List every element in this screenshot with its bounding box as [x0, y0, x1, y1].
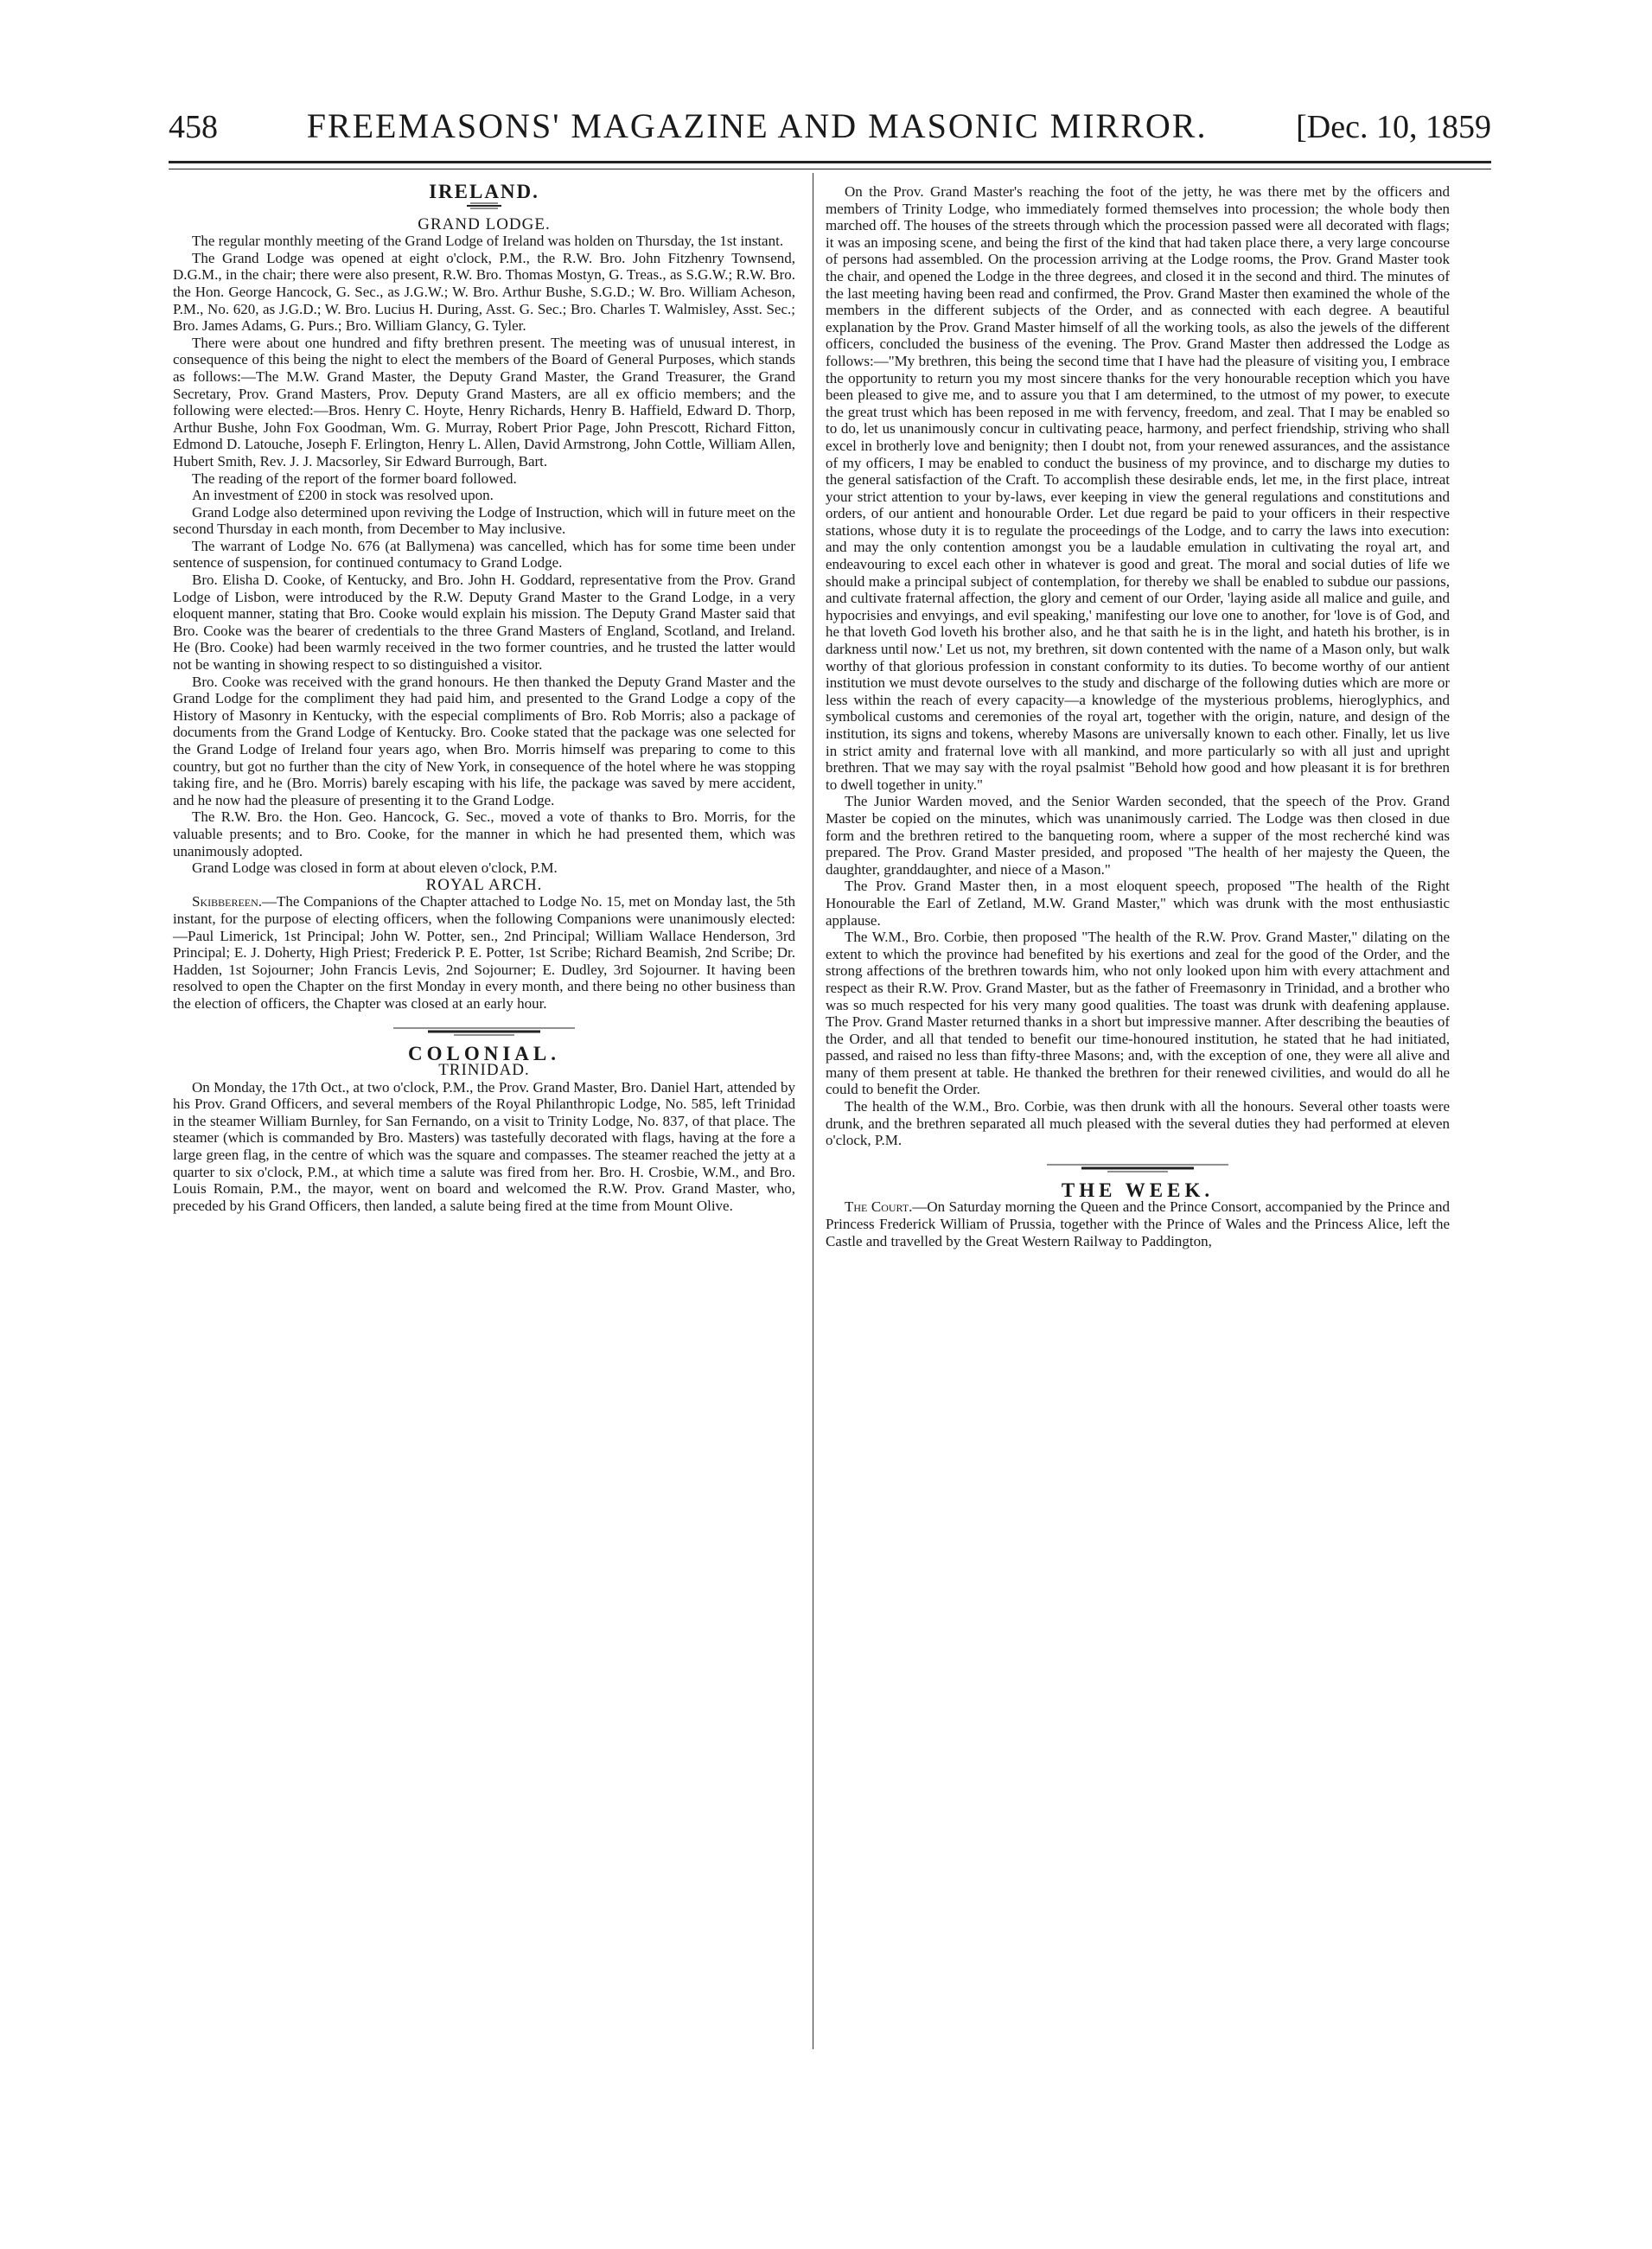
page-header	[169, 105, 1491, 157]
paragraph-text: —On Saturday morning the Queen and the Prince Consort, accompanied by the Prince and Princess Frederick William of Prussia, together with the Prince of Wales and the Princess Alice, left the Castle and travelled by the Great Western Railway to Paddington,	[826, 1198, 1450, 1249]
lead-in: The Court.	[845, 1198, 913, 1216]
paragraph: Bro. Cooke was received with the grand honours. He then thanked the Deputy Grand Master and the Grand Lodge for the compliment they had paid him, and presented to the Grand Lodge a copy of the History of Masonry in Kentucky, with the especial compliments of Bro. Rob Morris; also a package of documents from the Grand Lodge of Kentucky. Bro. Cooke stated that the package was one selected for the Grand Lodge of Ireland four years ago, when Bro. Morris himself was preparing to come to this country, but got no further than the city of New York, in consequence of the hotel where he was stopping taking fire, and he (Bro. Morris) barely escaping with his life, the package was saved by mere accident, and he now had the pleasure of presenting it to the Grand Lodge.	[173, 673, 795, 808]
issue-date: [Dec. 10, 1859	[1296, 109, 1491, 145]
paragraph: On the Prov. Grand Master's reaching the foot of the jetty, he was there met by the officers and members of Trinity Lodge, who immediately formed themselves into procession; the whole body then marched off. The houses of the streets through which the procession passed were all decorated with flags; it was an imposing scene, and being the first of the kind that had taken place there, a very large concourse of persons had assembled. On the procession arriving at the Lodge rooms, the Prov. Grand Master took the chair, and opened the Lodge in the three degrees, and closed it in the second and third. The minutes of the last meeting having been read and confirmed, the Prov. Grand Master then examined the whole of the members in the different subjects of the Order, and as connected with each degree. A beautiful explanation by the Prov. Grand Master himself of all the working tools, as also the jewels of the different officers, concluded the business of the evening. The Prov. Grand Master then addressed the Lodge as follows:—"My brethren, this being the second time that I have had the pleasure of visiting you, I embrace the opportunity to return you my most sincere thanks for the very honourable reception which you have been pleased to give me, and to assure you that I am determined, to the utmost of my power, to execute the great trust which has been reposed in me with fervency, freedom, and zeal. That I may be enabled so to do, let us unanimously concur in cultivating peace, harmony, and perfect friendship, striving who shall excel in brotherly love and benignity; then I doubt not, from your renewed assurances, and the assistance of my officers, I may be enabled to conduct the business of my province, and to discharge my duties to the general satisfaction of the Craft. To accomplish these desirable ends, let me, in the first place, intreat your strict attention to your by-laws, ever keeping in view the general regulations and constitutions and orders, of our antient and honourable Order. Let due regard be paid to your officers in their respective stations, whose duty it is to regulate the proceedings of the Lodge, and to carry the laws into execution: and may the only contention amongst you be a laudable emulation in cultivating the royal art, and endeavouring to excel each other in whatever is good and great. The moral and social duties of life we should make a principal subject of contemplation, for thereby we shall be enabled to subdue our passions, and cultivate fraternal affection, the glory and cement of our Order, 'laying aside all malice and guile, and hypocrisies and envyings, and evil speaking,' manifesting our love one to another, for 'love is of God, and he that loveth God loveth his brother also, and he that saith he is in the light, and hateth his brother, is in darkness until now.' Let us not, my brethren, sit down contented with the name of a Mason only, but walk worthy of that glorious profession in constant conformity to its duties. To become worthy of our antient institution we must devote ourselves to the study and discharge of the following duties which are more or less within the reach of every capacity—a knowledge of the mysterious problems, hieroglyphics, and symbolical customs and ceremonies of the royal art, together with the origin, nature, and design of the institution, its signs and tokens, whereby Masons are universally known to each other. Finally, let us live in strict amity and fraternal love with all mankind, and more particularly so with all just and upright brethren. That we may say with the royal psalmist "Behold how good and how pleasant it is for brethren to dwell together in unity."	[826, 183, 1450, 793]
paragraph: The health of the W.M., Bro. Corbie, was then drunk with all the honours. Several other toasts were drunk, and the brethren separated all much pleased with the several duties they had performed at eleven o'clock, P.M.	[826, 1098, 1450, 1149]
header-rule	[169, 161, 1491, 169]
page-number: 458	[169, 109, 218, 145]
section-title-colonial: COLONIAL.	[408, 1042, 560, 1064]
paragraph: On Monday, the 17th Oct., at two o'clock, P.M., the Prov. Grand Master, Bro. Daniel Hart, attended by his Prov. Grand Officers, and several members of the Royal Philanthropic Lodge, No. 585, left Trinidad in the steamer William Burnley, for San Fernando, on a visit to Trinity Lodge, No. 837, of that place. The steamer (which is commanded by Bro. Masters) was tastefully decorated with flags, having at the fore a large green flag, in the centre of which was the square and compasses. The steamer reached the jetty at a quarter to six o'clock, P.M., at which time a salute was fired from her. Bro. H. Crosbie, W.M., and Bro. Louis Romain, P.M., the mayor, went on board and welcomed the R.W. Prov. Grand Master, who, preceded by his Grand Officers, then landed, a salute being fired at the time from Mount Olive.	[173, 1078, 795, 1214]
paragraph-the-week	[826, 1198, 1450, 1249]
paragraph-text: —The Companions of the Chapter attached to Lodge No. 15, met on Monday last, the 5th instant, for the purpose of electing officers, when the following Companions were unanimously elected:—Paul Limerick, 1st Principal; John W. Potter, sen., 2nd Principal; William Wallace Henderson, 3rd Principal; E. J. Doherty, High Priest; Frederick P. E. Potter, 1st Scribe; Richard Beamish, 2nd Scribe; Dr. Hadden, 1st Sojourner; John Francis Levis, 2nd Sojourner; E. Dudley, 3rd Sojourner. It having been resolved to open the Chapter on the first Monday in every month, and there being no other business than the election of officers, the Chapter was closed at an early hour.	[173, 893, 795, 1012]
subhead-trinidad: TRINIDAD.	[438, 1061, 530, 1080]
section-title-the-week: THE WEEK.	[1061, 1179, 1215, 1201]
section-title-ireland: IRELAND.	[429, 181, 539, 202]
paragraph: The Prov. Grand Master then, in a most eloquent speech, proposed "The health of the Right Honourable the Earl of Zetland, M.W. Grand Master," which was drunk with the most enthusiastic applause.	[826, 878, 1450, 929]
right-column	[826, 183, 1450, 1249]
paragraph: There were about one hundred and fifty brethren present. The meeting was of unusual interest, in consequence of this being the night to elect the members of the Board of General Purposes, which stands as follows:—The M.W. Grand Master, the Deputy Grand Master, the Grand Treasurer, the Grand Secretary, Prov. Grand Masters, Prov. Deputy Grand Masters, are all ex officio members; and the following were elected:—Bros. Henry C. Hoyte, Henry Richards, Henry B. Haffield, Edward D. Thorp, Arthur Bushe, John Fox Goodman, Wm. G. Murray, Robert Prior Page, John Prescott, Richard Fitton, Edmond D. Latouche, Joseph F. Erlington, Henry L. Allen, David Armstrong, John Cottle, William Allen, Hubert Smith, Rev. J. J. Macsorley, Sir Edward Burrough, Bart.	[173, 334, 795, 470]
paragraph: The warrant of Lodge No. 676 (at Ballymena) was cancelled, which has for some time been under sentence of suspension, for continued contumacy to Grand Lodge.	[173, 537, 795, 572]
paragraph-royal-arch	[173, 893, 795, 1012]
masthead: FREEMASONS' MAGAZINE AND MASONIC MIRROR.	[306, 106, 1208, 145]
paragraph: The R.W. Bro. the Hon. Geo. Hancock, G. Sec., moved a vote of thanks to Bro. Morris, for the valuable presents; and to Bro. Cooke, for the manner in which he had presented them, which was unanimously adopted.	[173, 808, 795, 859]
paragraph: The Junior Warden moved, and the Senior Warden seconded, that the speech of the Prov. Grand Master be copied on the minutes, which was unanimously carried. The Lodge was then closed in due form and the brethren retired to the banqueting room, where a supper of the most recherché kind was prepared. The Prov. Grand Master presided, and proposed "The health of her majesty the Queen, the daughter, granddaughter, and niece of a Mason."	[826, 793, 1450, 878]
left-column	[173, 183, 795, 1214]
section-divider	[1047, 1161, 1228, 1173]
section-divider	[393, 1025, 575, 1037]
lead-in: Skibbereen.	[192, 893, 263, 910]
subhead-royal-arch: ROYAL ARCH.	[425, 875, 543, 894]
paragraph: Grand Lodge was closed in form at about eleven o'clock, P.M.	[192, 859, 558, 877]
subhead-grand-lodge: GRAND LODGE.	[418, 214, 551, 233]
paragraph: The W.M., Bro. Corbie, then proposed "The health of the R.W. Prov. Grand Master," dilating on the extent to which the province had benefited by his exertions and zeal for the good of the Order, and the strong affections of the brethren towards him, who not only looked upon him with every attachment and respect as their R.W. Prov. Grand Master, but as the father of Freemasonry in Trinidad, and a brother who was so much respected for his very many good qualities. The toast was drunk with deafening applause. The Prov. Grand Master returned thanks in a short but impressive manner. After describing the beauties of the Order, and all that tended to benefit our time-honoured institution, he stated that he had initiated, passed, and raised no less than fifty-three Masons; and, with the exception of one, they were all alive and many of them present at table. He thanked the brethren for their renewed civilities, and would do all he could to benefit the Order.	[826, 929, 1450, 1098]
paragraph: The regular monthly meeting of the Grand Lodge of Ireland was holden on Thursday, the 1st instant.	[192, 233, 784, 250]
paragraph: Bro. Elisha D. Cooke, of Kentucky, and Bro. John H. Goddard, representative from the Prov. Grand Lodge of Lisbon, were introduced by the R.W. Deputy Grand Master to the Grand Lodge, in a very eloquent manner, stating that Bro. Cooke would explain his mission. The Deputy Grand Master said that Bro. Cooke was the bearer of credentials to the three Grand Masters of England, Scotland, and Ireland. He (Bro. Cooke) had been warmly received in the two former countries, and he trusted the latter would not be wanting in showing respect to so distinguished a visitor.	[173, 572, 795, 674]
paragraph: An investment of £200 in stock was resolved upon.	[192, 487, 494, 504]
paragraph: The Grand Lodge was opened at eight o'clock, P.M., the R.W. Bro. John Fitzhenry Townsend, D.G.M., in the chair; there were also present, R.W. Bro. Thomas Mostyn, G. Treas., as S.G.W.; R.W. Bro. the Hon. George Hancock, G. Sec., as J.G.W.; W. Bro. Arthur Bushe, S.G.D.; W. Bro. William Acheson, P.M., No. 620, as J.G.D.; W. Bro. Lucius H. During, Asst. G. Sec.; Bro. Charles T. Walmisley, Asst. Sec.; Bro. James Adams, G. Purs.; Bro. William Glancy, G. Tyler.	[173, 249, 795, 335]
paragraph: The reading of the report of the former board followed.	[192, 470, 517, 487]
paragraph: Grand Lodge also determined upon reviving the Lodge of Instruction, which will in future meet on the second Thursday in each month, from December to May inclusive.	[173, 503, 795, 538]
